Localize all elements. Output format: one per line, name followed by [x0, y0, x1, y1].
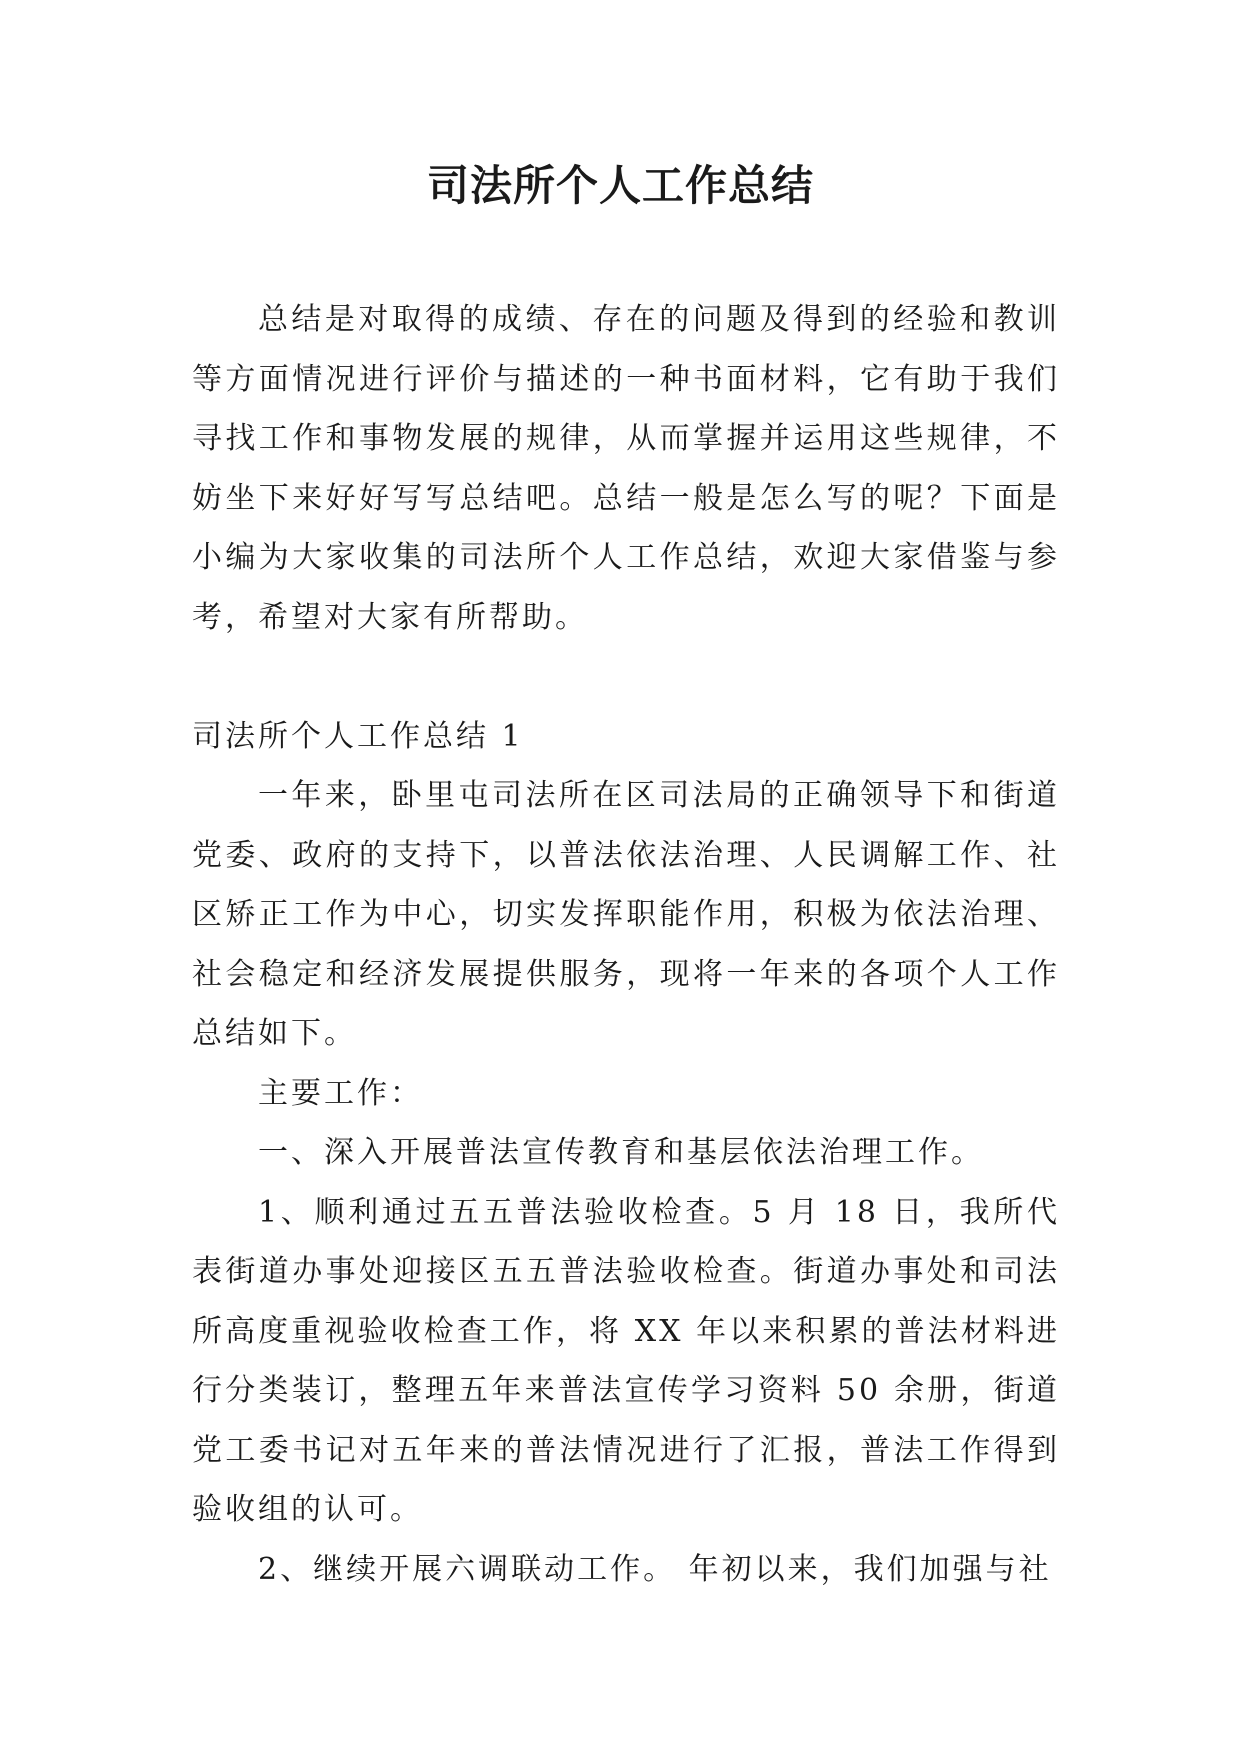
body-paragraph: 一年来，卧里屯司法所在区司法局的正确领导下和街道党委、政府的支持下，以普法依法治理、人民调解工作、社区矫正工作为中心，切实发挥职能作用，积极为依法治理、社会稳定和经济发展提供服务，现将一年来的各项个人工作总结如下。 [192, 778, 1060, 1051]
document-title: 司法所个人工作总结 [426, 161, 814, 210]
body-paragraph: 2、继续开展六调联动工作。 年初以来，我们加强与社 [258, 1551, 1052, 1587]
intro-paragraph: 总结是对取得的成绩、存在的问题及得到的经验和教训等方面情况进行评价与描述的一种书面材料，它有助于我们寻找工作和事物发展的规律，从而掌握并运用这些规律，不妨坐下来好好写写总结吧。总结一般是怎么写的呢？下面是小编为大家收集的司法所个人工作总结，欢迎大家借鉴与参考，希望对大家有所帮助。 [192, 302, 1060, 635]
section-heading: 司法所个人工作总结 1 [192, 718, 524, 754]
document-body [192, 290, 1060, 1599]
body-paragraph: 一、深入开展普法宣传教育和基层依法治理工作。 [258, 1135, 984, 1170]
body-paragraph: 主要工作： [258, 1075, 423, 1111]
body-paragraph: 1、顺利通过五五普法验收检查。5 月 18 日，我所代表街道办事处迎接区五五普法验收检查。街道办事处和司法所高度重视验收检查工作，将 XX 年以来积累的普法材料进行分类装订，整理五年来普法宣传学习资料 50 余册，街道党工委书记对五年来的普法情况进行了汇报，普法工作得到验收组的认可。 [192, 1194, 1060, 1527]
